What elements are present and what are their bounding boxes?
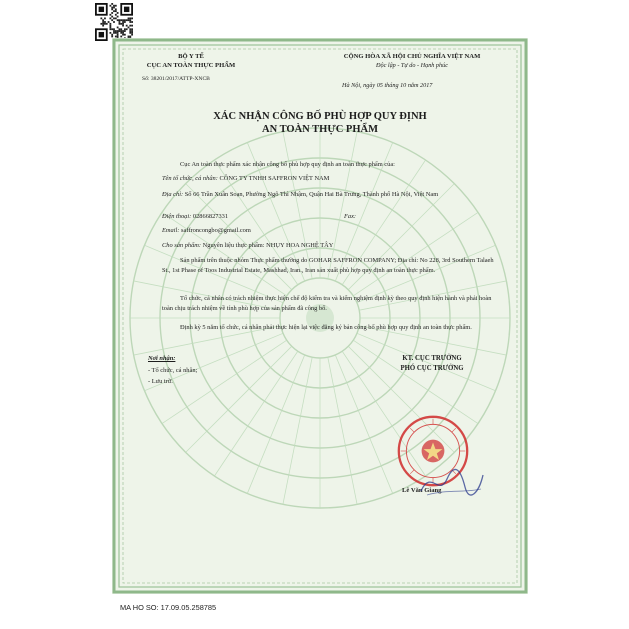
national-motto: Độc lập - Tự do - Hạnh phúc	[376, 62, 448, 69]
signatory-position2: PHÓ CỤC TRƯỞNG	[400, 365, 464, 372]
issue-date: Hà Nội, ngày 05 tháng 10 năm 2017	[342, 82, 433, 89]
fax-label: Fax:	[344, 213, 357, 220]
document-title-line2: AN TOÀN THỰC PHẨM	[262, 124, 378, 135]
recipient-item: - Tổ chức, cá nhân;	[148, 367, 198, 374]
product-line	[162, 243, 333, 249]
address-line	[162, 190, 492, 200]
republic-name: CỘNG HÒA XÃ HỘI CHỦ NGHĨA VIỆT NAM	[343, 53, 481, 60]
organization-label: Tên tổ chức, cá nhân:	[162, 175, 218, 182]
periodic-registration-text: Định kỳ 5 năm tổ chức, cá nhân phải thực hiện lại việc đăng ký bản công bố phù hợp quy định an toàn thực phẩm.	[180, 324, 472, 331]
signatory-name: Lê Văn Giang	[402, 487, 442, 494]
address-value: Số 66 Trần Xuân Soạn, Phường Ngô Thì Nhậm, Quận Hai Bà Trưng, Thành phố Hà Nội, Việt Nam	[184, 191, 439, 198]
agency-name: CỤC AN TOÀN THỰC PHẨM	[146, 62, 236, 69]
dossier-code: MA HO SO: 17.09.05.258785	[120, 603, 217, 612]
product-info: Sản phẩm trên thuộc nhóm Thực phẩm thường do GOHAR SAFFRON COMPANY; Địa chỉ: No 228, 3rd Southern Talaeh St., 1st Phase of Toos Industrial Estate, Mashhad, Iran., Iran sản xuất phù hợp quy định an toàn thực phẩm.	[162, 257, 494, 274]
address-label: Địa chỉ:	[162, 191, 184, 198]
product-value: Nguyên liệu thực phẩm: NHỤY HOA NGHỆ TÂY	[202, 242, 334, 249]
phone-value: 02866827331	[192, 213, 229, 220]
ministry-name: BỘ Y TẾ	[178, 53, 204, 60]
document-title-line1: XÁC NHẬN CÔNG BỐ PHÙ HỢP QUY ĐỊNH	[213, 111, 427, 122]
organization-line	[162, 176, 329, 182]
document-number: Số: 38201/2017/ATTP-XNCB	[142, 76, 210, 82]
organization-value: CÔNG TY TNHH SAFFRON VIỆT NAM	[219, 175, 330, 182]
intro-text: Cục An toàn thực phẩm xác nhận công bố phù hợp quy định an toàn thực phẩm của:	[180, 161, 395, 168]
email-line	[162, 228, 251, 234]
phone-label: Điện thoại:	[162, 213, 192, 220]
recipient-item: - Lưu trữ.	[148, 378, 173, 385]
email-label: Email:	[162, 227, 180, 234]
product-label: Cho sản phẩm:	[162, 242, 202, 249]
handwritten-signature	[417, 463, 487, 503]
signatory-position1: KT. CỤC TRƯỞNG	[402, 355, 462, 362]
recipients-label: Nơi nhận:	[148, 355, 176, 362]
email-value: saffroncongbo@gmail.com	[181, 227, 251, 234]
responsibility-text: Tổ chức, cá nhân có trách nhiệm thực hiện chế độ kiểm tra và kiểm nghiệm định kỳ theo quy định hiện hành và phải hoàn toàn chịu trách nhiệm về tính phù hợp của sản phẩm đã công bố.	[162, 295, 492, 312]
certificate-document	[112, 38, 528, 594]
phone-line	[162, 214, 228, 220]
qr-code	[95, 3, 133, 41]
